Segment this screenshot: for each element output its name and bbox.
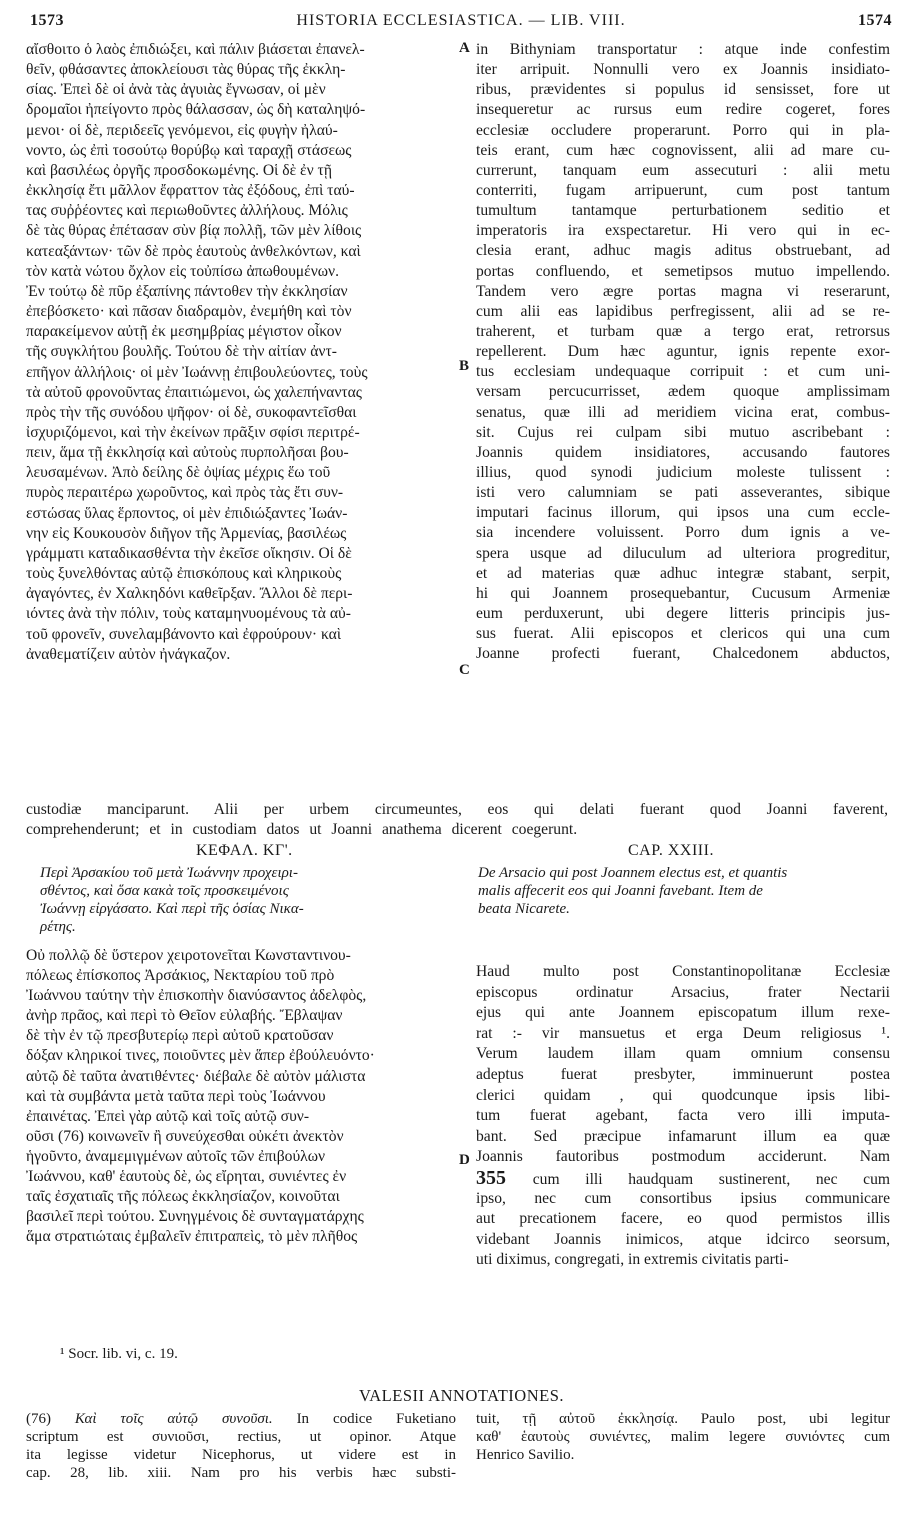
annotation-line: cap. 28, lib. xiii. Nam pro his verbis hæc substi- xyxy=(26,1465,456,1481)
annotation-line: καθ' ἑαυτοὺς συνιέντες, malim legere συνιόντες cum xyxy=(476,1429,890,1445)
margin-letter-c: C xyxy=(459,662,470,678)
greek-text-line: ἡγοῦντο, ἀναμεμιγμένων αὐτοῖς τῶν ἐπιβούλων xyxy=(26,1147,326,1165)
annotation-line: Henrico Savilio. xyxy=(476,1447,575,1463)
greek-text-line: τὸν κατὰ νώτου ὄχλον εἰς τοὐπίσω ἀπωθουμένων. xyxy=(26,262,339,280)
latin-chapter-summary xyxy=(478,864,890,918)
latin-text-line: custodiæ manciparunt. Alii per urbem circumeuntes, eos qui delati fuerant quod Joanni faverent, xyxy=(26,801,888,818)
latin-text-line: eum perduxerunt, ubi degere litteris principis jus- xyxy=(476,604,890,622)
latin-text-line: bant. Sed præcipue infamarunt illum ea quæ xyxy=(476,1127,890,1145)
latin-text-line: tus ecclesiam undequaque corripuit : et cum uni- xyxy=(476,363,890,381)
greek-text-line: πυρὸς περαιτέρω χωροῦντος, καὶ πρὸς τὰς ἔτι συν- xyxy=(26,484,344,502)
latin-text-line: Verum laudem illam quam omnium consensu xyxy=(476,1045,890,1063)
greek-text-line: Ἐν τούτῳ δὲ πῦρ ἐξαπίνης πάντοθεν τὴν ἐκκλησίαν xyxy=(26,282,348,300)
greek-text-line: πειν, ἅμα τῇ ἐκκλησίᾳ καὶ αὐτοὺς πυρπολῆσαι βου- xyxy=(26,444,349,462)
greek-text-line: παρακείμενον αὐτῇ ἐκ μεσημβρίας μέγιστον οἶκον xyxy=(26,323,342,341)
greek-text-line: ιόντες ἀνὰ τὴν πόλιν, τοὺς καταμηνυομένους τὰ αὐ- xyxy=(26,605,351,623)
latin-text-line: iter arripuit. Nonnulli vero ex Joannis insidiato- xyxy=(476,61,890,79)
latin-text-line: insequeretur ac rursus eum redire cogeret, fores xyxy=(476,101,890,119)
latin-text-line: sit. Cujus rei culpam sibi mutuo ascribebant : xyxy=(476,423,890,441)
greek-summary-line: σθέντος, καὶ ὅσα κακὰ τοῖς προσκειμένοις xyxy=(40,883,289,899)
latin-text-line: Tandem vero ægre portas magna vi reserarunt, xyxy=(476,282,890,300)
latin-text-line: Joannis fautoribus postmodum acciderunt. Nam xyxy=(476,1148,890,1166)
greek-text-line: δὲ τὰς θύρας ἐπέτασαν σὺν βίᾳ πολλῇ, τῶν μὲν λίθοις xyxy=(26,222,362,240)
greek-text-line: γράμματι καταδικασθέντα τὴν ἐκεῖσε οἴκησιν. Οἱ δὲ xyxy=(26,544,352,562)
greek-text-line: τῆς συγκλήτου βουλῆς. Τούτου δὲ τὴν αἰτίαν ἀντ- xyxy=(26,343,337,361)
latin-text-line: isti vero calumniam se pati asseverantes, sibique xyxy=(476,484,890,502)
greek-text-line: Οὐ πολλῷ δὲ ὕστερον χειροτονεῖται Κωνσταντινου- xyxy=(26,947,351,964)
latin-text-line: Joannis quidem insidiatores, accusando fautores xyxy=(476,443,890,461)
latin-text-line: currerunt, tanquam eum assecuturi : alii metu xyxy=(476,161,890,179)
greek-text-line: εστώσας ὕλας ἕρποντος, οἱ μὲν ἐπιδιώξαντες Ἰωάν- xyxy=(26,504,348,522)
latin-text-line: tumultum tantamque perturbationem seditio et xyxy=(476,202,890,220)
greek-chapter-heading: ΚΕΦΑΛ. ΚΓ'. xyxy=(196,842,293,859)
greek-text-line: δὲ τὴν ἐν τῷ πρεσβυτερίῳ περὶ αὐτοῦ κρατοῦσαν xyxy=(26,1027,334,1045)
margin-letter-b: B xyxy=(459,358,470,374)
latin-text-line: hi qui Joannem prosequebantur, Cucusum Armeniæ xyxy=(476,584,890,602)
running-header xyxy=(30,8,892,34)
latin-text-line: aut precationem facere, eo quod permistos illis xyxy=(476,1210,890,1228)
margin-letter-a: A xyxy=(459,40,470,56)
greek-text-line: ἰσχυριζόμενοι, καὶ τὴν ἐκείνων πρᾶξιν σφίσι περιτρέ- xyxy=(26,423,360,441)
greek-text-line: τοῦ φρονεῖν, συνελαμβάνοντο καὶ ἐφρούρουν· καὶ xyxy=(26,625,342,643)
greek-text-line: τοὺς ξυνελθόντας αὐτῷ ἐπισκόπους καὶ κληρικοὺς xyxy=(26,565,342,583)
latin-text-line: in Bithyniam transportatur : atque inde confestim xyxy=(476,41,890,58)
greek-text-line: ἀγαγόντες, ἐν Χαλκηδόνι καθεῖρξαν. Ἄλλοι δὲ περι- xyxy=(26,585,353,603)
latin-text-line: ejus qui ante Joannem episcopatum illum rexe- xyxy=(476,1004,890,1022)
column-number: 355 xyxy=(476,1167,533,1189)
latin-text-line: spera usque ad diluculum ad ulteriora progreditur, xyxy=(476,544,890,562)
page-number-left: 1573 xyxy=(30,12,64,29)
greek-text-line: αἴσθοιτο ὁ λαὸς ἐπιδιώξει, καὶ πάλιν βιάσεται ἐπανελ- xyxy=(26,41,365,58)
greek-text-line: ἐπαινέτας. Ἐπεὶ γὰρ αὐτῷ καὶ τοῖς αὐτῷ συν- xyxy=(26,1107,310,1125)
greek-text-line: επῆγον ἀλλήλοις· οἱ μὲν Ἰωάννῃ ἐπιβουλεύοντες, τοὺς xyxy=(26,363,368,381)
greek-text-line: θεῖν, φθάσαντες ἀποκλείουσι τὰς θύρας τῆς ἐκκλη- xyxy=(26,61,346,79)
latin-text-line: conterriti, fugam arripuerunt, cum post tantum xyxy=(476,181,890,199)
footnote: ¹ Socr. lib. vi, c. 19. xyxy=(60,1346,178,1362)
margin-letter-d: D xyxy=(459,1152,470,1168)
latin-text-line: imperatoris ira exspectaretur. Hi vero qui in ec- xyxy=(476,222,890,240)
latin-text-line: sus fuerat. Alii episcopos et clericos qui una cum xyxy=(476,625,890,643)
running-title: HISTORIA ECCLESIASTICA. — LIB. VIII. xyxy=(296,12,626,29)
annotation-line: tuit, τῇ αὐτοῦ ἐκκλησίᾳ. Paulo post, ubi legitur xyxy=(476,1411,890,1427)
greek-text-line: ἐκκλησίᾳ ἔτι μᾶλλον ἔφραττον τὰς ἐξόδους, ἐπὶ ταύ- xyxy=(26,182,355,200)
latin-text-line: sia incendere voluissent. Porro dum ignis a ve- xyxy=(476,524,890,542)
annotations-right xyxy=(476,1410,890,1464)
greek-text-line: δρομαῖοι ἠπείγοντο πρὸς θάλασσαν, ὡς δὴ καταληψό- xyxy=(26,101,366,119)
full-width-text xyxy=(26,800,888,840)
greek-text-line: Ἰωάννου, καθ' ἑαυτοὺς δὲ, ὡς εἴρηται, συνιέντες ἐν xyxy=(26,1168,347,1186)
greek-chapter-summary xyxy=(40,864,456,936)
latin-text-line: episcopus ordinatur Arsacius, frater Nectarii xyxy=(476,983,890,1001)
greek-text-line: πόλεως ἐπίσκοπος Ἀρσάκιος, Νεκταρίου τοῦ πρὸ xyxy=(26,967,335,985)
latin-text-line: illius, quod synodi judicium moleste tulissent : xyxy=(476,463,890,481)
latin-text-line: imputari facinus illorum, qui ipsos una cum eccle- xyxy=(476,504,890,522)
greek-text-line: Ἰωάννου ταύτην τὴν ἐπισκοπὴν διανύσαντος ἀδελφὸς, xyxy=(26,987,367,1005)
greek-text-line: κατεαξάντων· τῶν δὲ πρὸς ἑαυτοὺς ἀνθελκόντων, καὶ xyxy=(26,242,361,260)
latin-text-line: uti diximus, congregati, in extremis civitatis parti- xyxy=(476,1251,789,1269)
latin-text-line: versam percucurrisset, ædem quoque amplissimam xyxy=(476,383,890,401)
greek-text-line: ἀναθεματίζειν αὐτὸν ἠνάγκαζον. xyxy=(26,645,231,663)
greek-summary-line: Περὶ Ἀρσακίου τοῦ μετὰ Ἰωάννην προχειρι- xyxy=(40,865,298,881)
latin-text-line: ipso, nec cum consortibus ipsius communicare xyxy=(476,1189,890,1207)
annotation-line: (76) Καὶ τοῖς αὐτῷ συνοῦσι. In codice Fuketiano xyxy=(26,1411,456,1427)
page-number-right: 1574 xyxy=(858,12,892,29)
greek-column-top xyxy=(26,40,456,665)
latin-text-line: comprehenderunt; et in custodiam datos ut Joanni anathema dicerent coegerunt. xyxy=(26,821,578,838)
greek-text-line: αὐτῷ δὲ ταῦτα ἀνατιθέντες· διέβαλε δὲ αὐτὸν μάλιστα xyxy=(26,1067,366,1085)
latin-text-line: clerici quidam , qui quodcunque ipsis libi- xyxy=(476,1086,890,1104)
latin-text-line: Haud multo post Constantinopolitanæ Ecclesiæ xyxy=(476,963,890,980)
latin-text-line: adeptus fuerat presbyter, imminuerunt postea xyxy=(476,1065,890,1083)
latin-text-line: repellerent. Dum hæc aguntur, ignis repente exor- xyxy=(476,343,890,361)
latin-chapter-heading: CAP. XXIII. xyxy=(628,842,714,859)
greek-text-line: νοντο, ὡς ἐπὶ τοσούτῳ θορύβῳ καὶ ταραχῇ στάσεως xyxy=(26,141,352,159)
greek-text-line: δόξαν κληρικοί τινες, ποιοῦντες μὲν ἅπερ ἐβούλευόντο· xyxy=(26,1047,375,1065)
greek-text-line: λευσαμένων. Ἀπὸ δείλης δὲ ὀψίας μέχρις ἕω τοῦ xyxy=(26,464,331,482)
latin-summary-line: malis affecerit eos qui Joanni favebant. Item de xyxy=(478,883,763,899)
latin-text-line: senatus, quæ illi ad meridiem vicina erat, combus- xyxy=(476,403,890,421)
latin-text-line: portas confluendo, et semetipsos mutuo impellendo. xyxy=(476,262,890,280)
latin-text-line: ribus, prævidentes si populus id sensisset, fore ut xyxy=(476,81,890,99)
greek-text-line: ἐπεβόσκετο· καὶ πᾶσαν διαδραμὸν, ἐνεμήθη καὶ τὸν xyxy=(26,303,352,321)
greek-summary-line: ρέτης. xyxy=(40,919,76,935)
latin-text-line: traherent, et turbam quæ a tergo erat, retrorsus xyxy=(476,322,890,340)
greek-text-line: οῦσι (76) κοινωνεῖν ἢ συνεύχεσθαι οὐκέτι ἀνεκτὸν xyxy=(26,1127,344,1145)
greek-text-line: σίας. Ἐπεὶ δὲ οἱ ἀνὰ τὰς ἀγυιὰς ἔγνωσαν, οἱ μὲν xyxy=(26,81,326,99)
latin-summary-line: beata Nicarete. xyxy=(478,901,570,917)
latin-text-line: Joanne profecti fuerant, Chalcedonem abductos, xyxy=(476,645,890,663)
greek-column-bottom xyxy=(26,946,456,1247)
latin-column-top xyxy=(476,40,890,664)
greek-text-line: τας συῤῥέοντες καὶ περιωθοῦντες ἀλλήλους. Μόλις xyxy=(26,202,348,220)
greek-text-line: μενοι· οἱ δὲ, περιδεεῖς γενόμενοι, εἰς φυγὴν ἠλαύ- xyxy=(26,121,338,139)
annotations-left xyxy=(26,1410,456,1482)
greek-text-line: βασιλεῖ περὶ τούτου. Συνηγμένοις δὲ συνταγματάρχης xyxy=(26,1208,364,1226)
latin-text-line: tum fuerat agebant, facta vero illi imputa- xyxy=(476,1107,890,1125)
latin-column-bottom xyxy=(476,962,890,1271)
latin-text-line: videbant Joannis inimicos, atque idcirco seorsum, xyxy=(476,1230,890,1248)
greek-text-line: νην εἰς Κουκουσὸν διῆγον τῆς Ἀρμενίας, βασιλέως xyxy=(26,524,347,542)
greek-text-line: πρὸς τὴν τῆς συνόδου ψῆφον· οἱ δὲ, συκοφαντεῖσθαι xyxy=(26,403,357,421)
latin-text-line: et ad materias quæ adhuc integræ stabant, serpit, xyxy=(476,564,890,582)
greek-summary-line: Ἰωάννῃ εἰργάσατο. Καὶ περὶ τῆς ὁσίας Νικα- xyxy=(40,901,304,917)
greek-text-line: ἅμα στρατιώταις ἐμβαλεῖν ἐπιτραπεὶς, τὸ μὲν πλῆθος xyxy=(26,1228,358,1246)
greek-text-line: καὶ βασιλέως ὀργῆς προσδοκωμένης. Οἱ δὲ ἐν τῇ xyxy=(26,161,332,179)
latin-text-line: rat :- vir mansuetus et erga Deum religiosus ¹. xyxy=(476,1024,890,1042)
latin-text-line: clesia erant, adhuc magis aditus obstruebant, ad xyxy=(476,242,890,260)
annotations-title: VALESII ANNOTATIONES. xyxy=(358,1386,565,1405)
latin-text-line: teis erant, cum hæc cognovissent, alii ad mare cu- xyxy=(476,141,890,159)
greek-text-line: καὶ τὰ συμβάντα μετὰ ταῦτα περὶ τοὺς Ἰωάννου xyxy=(26,1087,326,1105)
latin-summary-line: De Arsacio qui post Joannem electus est, et quantis xyxy=(478,865,788,881)
annotation-line: scriptum est συνιοῦσι, rectius, ut opinor. Atque xyxy=(26,1429,456,1445)
greek-text-line: ἀνὴρ πρᾶος, καὶ περὶ τὸ Θεῖον εὐλαβής. Ἔβλαψαν xyxy=(26,1007,343,1025)
greek-text-line: ταῖς ἐσχατιαῖς τῆς πόλεως ἐκκλησίαζον, κοινοῦται xyxy=(26,1188,340,1206)
latin-text-line: 355 cum illi haudquam sustinerent, nec cum xyxy=(476,1167,890,1189)
latin-text-line: ecclesiæ occludere properarunt. Porro qui in pla- xyxy=(476,121,890,139)
greek-text-line: τὰ αὐτοῦ φρονοῦντας ἐπαιτιώμενοι, ὡς χαλεπήναντας xyxy=(26,383,362,401)
latin-text-line: cum alii eas lapidibus perfregissent, alii ad se re- xyxy=(476,302,890,320)
annotation-line: ita legisse videtur Nicephorus, ut videre est in xyxy=(26,1447,456,1463)
